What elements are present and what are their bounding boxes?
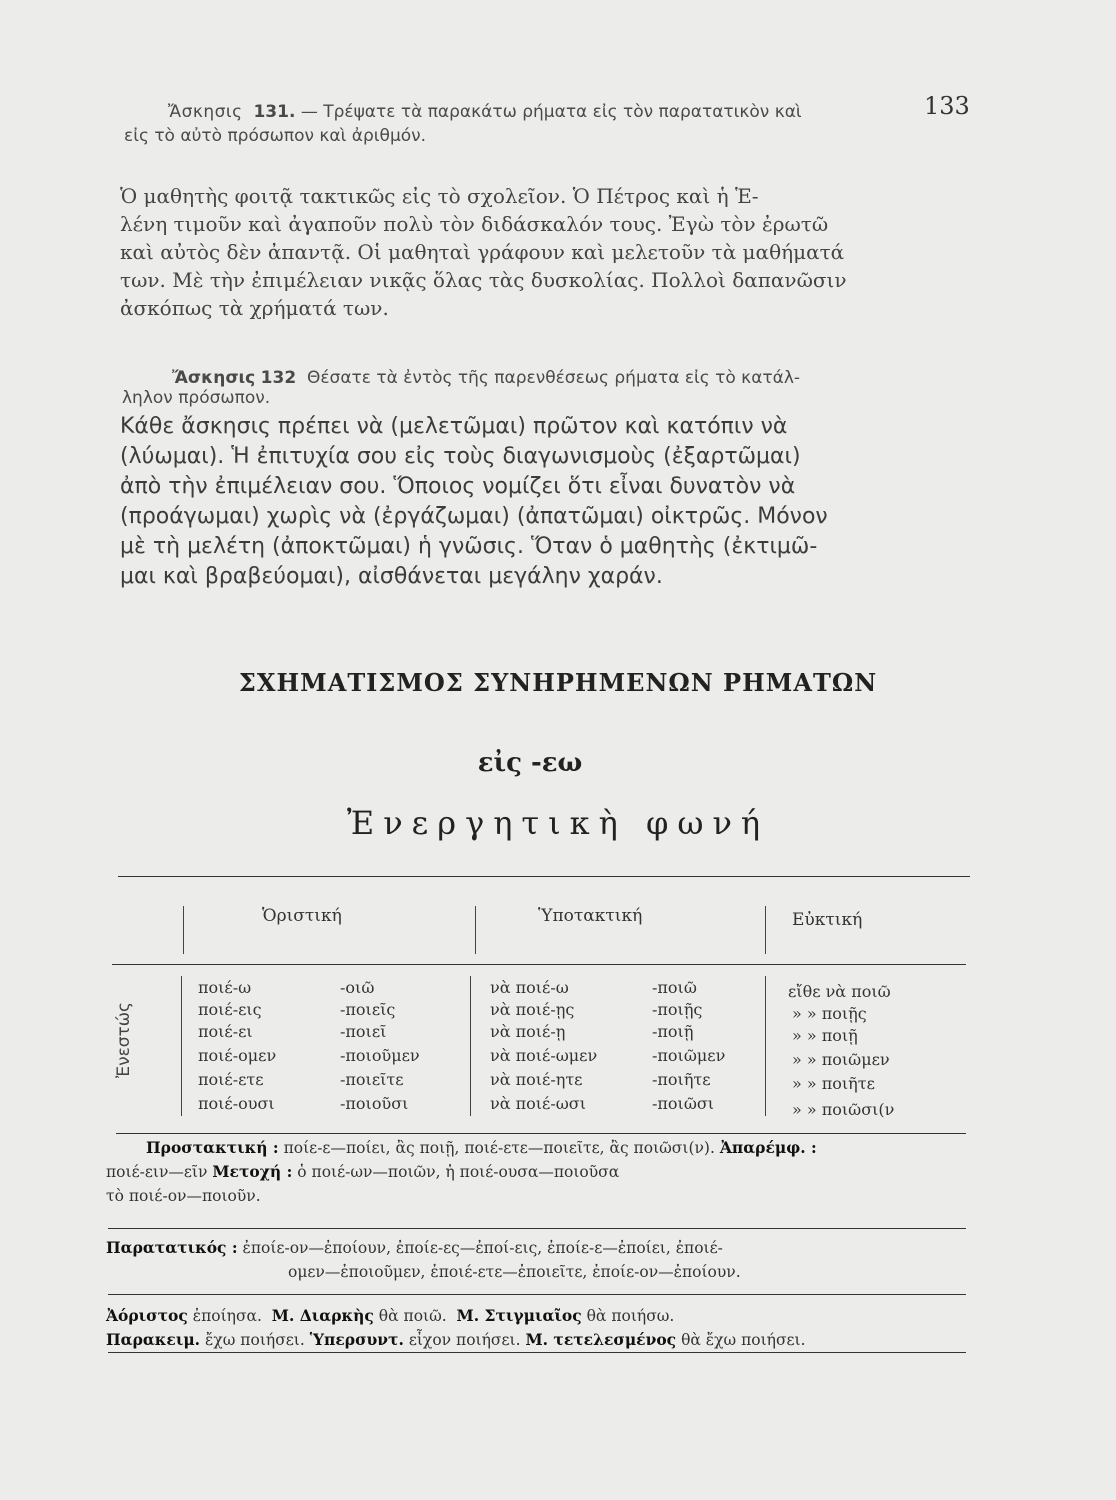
text-line: μαι καὶ βραβεύομαι), αἰσθάνεται μεγάλην χαράν. bbox=[120, 564, 663, 589]
text-line: λένη τιμοῦν καὶ ἀγαποῦν πολὺ τὸν διδάσκαλόν τους. Ἐγὼ τὸν ἐρωτῶ bbox=[120, 212, 829, 236]
section-subtitle: εἰς -εω bbox=[477, 748, 583, 778]
table-cell: -οιῶ bbox=[340, 978, 375, 997]
future-continuous-label: Μ. Διαρκὴς bbox=[271, 1306, 374, 1325]
table-cell: ποιέ-ω bbox=[198, 978, 252, 997]
table-cell: -ποιῇς bbox=[652, 1000, 703, 1019]
table-cell: -ποιοῦσι bbox=[340, 1094, 409, 1113]
table-cell: ποιέ-εις bbox=[198, 1000, 262, 1019]
exercise-instruction: Θέσατε τὰ ἐντὸς τῆς παρενθέσεως ρήματα εἰς τὸ κατάλ- bbox=[306, 368, 801, 388]
tense-label: Ἐνεστώς bbox=[114, 1002, 134, 1078]
table-cell: -ποιῶ bbox=[652, 978, 697, 997]
exercise-label: Ἄσκησις bbox=[172, 368, 256, 388]
future-simple-label: Μ. Στιγμιαῖος bbox=[456, 1306, 582, 1325]
imperfect-block bbox=[106, 1236, 972, 1284]
imperfect-forms: ἐποίε-ον—ἐποίουν, ἐποίε-ες—ἐποί-εις, ἐποίε-ε—ἐποίει, ἐποιέ- bbox=[242, 1239, 723, 1257]
exercise-131-text bbox=[120, 182, 992, 322]
participle-label: Μετοχή : bbox=[212, 1162, 293, 1181]
exercise-label: Ἄσκησις bbox=[168, 102, 243, 122]
table-cell: » » ποιῆτε bbox=[792, 1074, 875, 1093]
pluperfect-label: Ὑπερσυντ. bbox=[309, 1330, 404, 1349]
future-simple-form: θὰ ποιήσω. bbox=[586, 1307, 675, 1325]
table-cell: ποιέ-ουσι bbox=[198, 1094, 275, 1113]
table-cell: νὰ ποιέ-ωμεν bbox=[490, 1046, 598, 1065]
imperative-label: Προστακτική : bbox=[146, 1138, 279, 1157]
table-cell: νὰ ποιέ-ω bbox=[490, 978, 569, 997]
infinitive-label: Ἀπαρέμφ. : bbox=[719, 1138, 817, 1157]
future-perfect-label: Μ. τετελεσμένος bbox=[525, 1330, 677, 1349]
participle-forms: ὁ ποιέ-ων—ποιῶν, ἡ ποιέ-ουσα—ποιοῦσα bbox=[297, 1163, 620, 1181]
imperative-forms: ποίε-ε—ποίει, ἂς ποιῇ, ποιέ-ετε—ποιεῖτε, ἂς ποιῶσι(ν). bbox=[283, 1139, 715, 1157]
text-line: (προάγωμαι) χωρὶς νὰ (ἐργάζωμαι) (ἀπατῶμαι) οἰκτρῶς. Μόνον bbox=[120, 504, 828, 529]
rule bbox=[108, 1228, 966, 1229]
text-line: των. Μὲ τὴν ἐπιμέλειαν νικᾷς ὅλας τὰς δυσκολίας. Πολλοὶ δαπανῶσιν bbox=[120, 268, 847, 292]
exercise-131-header bbox=[168, 100, 968, 124]
header-subjunctive: Ὑποτακτική bbox=[538, 906, 643, 926]
imperfect-label: Παρατατικός : bbox=[106, 1238, 238, 1257]
table-cell: -ποιοῦμεν bbox=[340, 1046, 420, 1065]
table-cell: νὰ ποιέ-ητε bbox=[490, 1070, 583, 1089]
exercise-132-header bbox=[172, 366, 972, 390]
future-perfect-form: θὰ ἔχω ποιήσει. bbox=[681, 1331, 806, 1349]
header-indicative: Ὁριστική bbox=[262, 906, 342, 926]
table-cell: » » ποιῇ bbox=[792, 1026, 858, 1045]
exercise-instruction: — Τρέψατε τὰ παρακάτω ρήματα εἰς τὸν παρατατικὸν καὶ bbox=[300, 102, 802, 122]
col-divider bbox=[765, 976, 766, 1116]
header-optative: Εὐκτική bbox=[792, 910, 863, 930]
table-cell: -ποιεῖτε bbox=[340, 1070, 404, 1089]
table-cell: -ποιῇ bbox=[652, 1022, 694, 1041]
col-divider bbox=[765, 906, 766, 954]
tenses-line bbox=[106, 1328, 972, 1352]
aorist-label: Ἀόριστος bbox=[106, 1306, 188, 1325]
table-top-rule bbox=[118, 876, 970, 877]
col-divider bbox=[183, 906, 184, 954]
text-line: Κάθε ἄσκησις πρέπει νὰ (μελετῶμαι) πρῶτον καὶ κατόπιν νὰ bbox=[120, 414, 788, 439]
text-line: (λύωμαι). Ἡ ἐπιτυχία σου εἰς τοὺς διαγωνισμοὺς (ἐξαρτῶμαι) bbox=[120, 444, 801, 469]
rule bbox=[108, 1352, 966, 1353]
col-divider bbox=[470, 976, 471, 1116]
participle-line bbox=[106, 1160, 972, 1184]
perfect-form: ἔχω ποιήσει. bbox=[205, 1331, 305, 1349]
voice-title: Ἐνεργητικὴ φωνή bbox=[346, 804, 770, 842]
perfect-label: Παρακειμ. bbox=[106, 1330, 201, 1349]
imperative-block bbox=[106, 1136, 972, 1208]
text-line: μὲ τὴ μελέτη (ἀποκτῶμαι) ἡ γνῶσις. Ὅταν ὁ μαθητὴς (ἐκτιμῶ- bbox=[120, 534, 818, 559]
text-line: καὶ αὐτὸς δὲν ἀπαντᾷ. Οἱ μαθηταὶ γράφουν καὶ μελετοῦν τὰ μαθήματά bbox=[120, 240, 845, 264]
imperative-line bbox=[106, 1136, 972, 1160]
table-cell: εἴθε νὰ ποιῶ bbox=[788, 982, 891, 1001]
table-cell: ποιέ-ετε bbox=[198, 1070, 264, 1089]
future-continuous-form: θὰ ποιῶ. bbox=[378, 1307, 447, 1325]
exercise-132-text bbox=[120, 412, 992, 592]
participle-line-cont: τὸ ποιέ-ον—ποιοῦν. bbox=[106, 1187, 261, 1205]
tenses-line bbox=[106, 1304, 972, 1328]
exercise-instruction-cont: εἰς τὸ αὐτὸ πρόσωπον καὶ ἀριθμόν. bbox=[124, 126, 427, 146]
exercise-number: 131. bbox=[253, 102, 296, 122]
table-cell: -ποιῶσι bbox=[652, 1094, 715, 1113]
table-cell: ποιέ-ει bbox=[198, 1022, 253, 1041]
table-cell: -ποιῆτε bbox=[652, 1070, 711, 1089]
pluperfect-form: εἶχον ποιήσει. bbox=[408, 1331, 521, 1349]
table-cell: -ποιεῖ bbox=[340, 1022, 387, 1041]
table-cell: » » ποιῶμεν bbox=[792, 1050, 890, 1069]
section-title: ΣΧΗΜΑΤΙΣΜΟΣ ΣΥΝΗΡΗΜΕΝΩΝ ΡΗΜΑΤΩΝ bbox=[238, 668, 878, 697]
table-cell: -ποιῶμεν bbox=[652, 1046, 726, 1065]
imperfect-line-cont: ομεν—ἐποιοῦμεν, ἐποιέ-ετε—ἐποιεῖτε, ἐποίε-ον—ἐποίουν. bbox=[288, 1263, 741, 1281]
col-divider bbox=[181, 976, 182, 1116]
infinitive-forms: ποιέ-ειν—εῖν bbox=[106, 1163, 208, 1181]
text-line: ἀσκόπως τὰ χρήματά των. bbox=[120, 296, 389, 320]
table-cell: -ποιεῖς bbox=[340, 1000, 396, 1019]
table-cell: ποιέ-ομεν bbox=[198, 1046, 277, 1065]
table-header-rule bbox=[112, 964, 966, 965]
table-bottom-rule bbox=[116, 1133, 966, 1134]
table-cell: » » ποιῶσι(ν bbox=[792, 1100, 895, 1119]
table-cell: » » ποιῇς bbox=[792, 1004, 867, 1023]
table-cell: νὰ ποιέ-ῃ bbox=[490, 1022, 566, 1041]
col-divider bbox=[475, 906, 476, 954]
exercise-number: 132 bbox=[260, 368, 297, 388]
text-line: Ὁ μαθητὴς φοιτᾷ τακτικῶς εἰς τὸ σχολεῖον. Ὁ Πέτρος καὶ ἡ Ἑ- bbox=[120, 184, 759, 208]
table-cell: νὰ ποιέ-ωσι bbox=[490, 1094, 586, 1113]
imperfect-line bbox=[106, 1236, 972, 1260]
text-line: ἀπὸ τὴν ἐπιμέλειαν σου. Ὅποιος νομίζει ὅτι εἶναι δυνατὸν νὰ bbox=[120, 474, 796, 499]
exercise-instruction-cont: ληλον πρόσωπον. bbox=[122, 388, 271, 408]
rule bbox=[108, 1294, 966, 1295]
aorist-form: ἐποίησα. bbox=[192, 1307, 262, 1325]
page-number: 133 bbox=[924, 92, 970, 120]
table-cell: νὰ ποιέ-ῃς bbox=[490, 1000, 575, 1019]
other-tenses-block bbox=[106, 1304, 972, 1352]
